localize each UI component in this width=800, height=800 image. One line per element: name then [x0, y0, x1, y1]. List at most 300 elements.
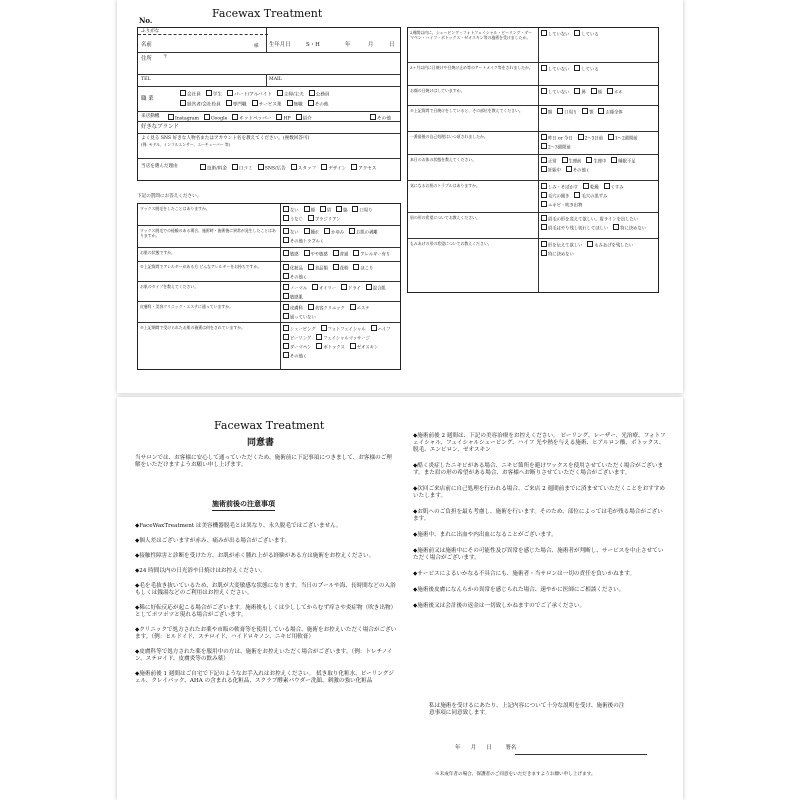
tel-label: TEL [141, 77, 151, 82]
checkbox[interactable] [304, 228, 310, 234]
consent-page [117, 397, 683, 800]
checkbox[interactable] [562, 157, 568, 163]
answer-option-label: 顎 [589, 110, 594, 116]
answer-option-label: 脇 [343, 208, 348, 214]
reason-options[interactable] [200, 164, 398, 172]
checkbox[interactable] [180, 90, 186, 96]
answer-option-label: 毛穴の黒ずみ [581, 194, 608, 200]
answer-option[interactable] [587, 241, 633, 250]
answer-option[interactable] [304, 228, 320, 237]
checkbox[interactable] [541, 134, 547, 140]
question-text: ※上記期間で受けられたお肌の施術は何をされていますか。 [140, 325, 246, 330]
checkbox[interactable] [168, 114, 174, 120]
left-notes [135, 523, 397, 693]
answer-option-label: しみ・そばかす [548, 185, 579, 191]
checkbox[interactable] [227, 90, 233, 96]
answer-option-label: 1〜2週間前 [614, 136, 638, 142]
checkbox[interactable] [283, 343, 289, 349]
caution-note: ◆施術前後 2 週間は、下記の美容治療をお控えください。 ピーリング、レーザー、光治療、フォトフェイシャル、フェイシャルシェービング、ハイフ 光や熱を与える施術、ヒアルロン酸、ボトックス、脱毛、エンビロン、ゼオスキン [413, 433, 666, 453]
question-text: 眉の形の希望についてお教えください。 [410, 215, 480, 220]
answer-option[interactable] [283, 264, 303, 273]
checkbox[interactable] [287, 100, 293, 106]
source-option-label: ホットペッパー [239, 116, 272, 122]
answer-options[interactable] [283, 206, 398, 224]
reason-option[interactable] [232, 164, 253, 172]
answer-options[interactable] [283, 325, 398, 361]
question-text: お肌の状態ですか。 [140, 250, 176, 255]
answer-option[interactable] [541, 88, 569, 97]
checkbox[interactable] [277, 90, 283, 96]
answer-option-label: 額 [548, 110, 553, 116]
checkbox[interactable] [283, 313, 289, 319]
checkbox[interactable] [598, 108, 604, 114]
answer-option[interactable] [541, 134, 573, 143]
answer-options[interactable] [541, 241, 656, 259]
answer-options[interactable] [541, 157, 656, 175]
answer-option[interactable] [574, 192, 607, 201]
question-row [408, 28, 658, 62]
question-row [408, 131, 658, 155]
reason-option-label: SNS/広告 [264, 166, 286, 172]
checkbox[interactable] [232, 164, 238, 170]
form-title: Facewax Treatment [212, 7, 323, 20]
checkbox[interactable] [252, 100, 258, 106]
checkbox[interactable] [351, 164, 357, 170]
answer-option[interactable] [283, 284, 307, 293]
checkbox[interactable] [607, 88, 613, 94]
answer-option[interactable] [283, 215, 303, 224]
answer-option-label: 敏感肌 [290, 295, 303, 301]
checkbox[interactable] [541, 192, 547, 198]
source-option-label: Instagram [175, 116, 199, 122]
answer-option[interactable] [541, 157, 557, 166]
answer-option[interactable] [541, 192, 569, 201]
occupation-option[interactable] [226, 100, 247, 108]
answer-option-label: ない [290, 230, 299, 236]
question-text: 2週間以内に、シェービング・フォトフェイシャル・ピーリング・ダーマペン・ハイフ・ボトックス・ゼオスキン等の施術を受けましたか。 [410, 30, 533, 40]
checkbox[interactable] [371, 325, 377, 331]
answer-option[interactable] [541, 201, 582, 210]
checkbox[interactable] [276, 114, 282, 120]
occupation-option-label: 公務員 [315, 92, 330, 98]
checkbox[interactable] [604, 183, 610, 189]
occupation-option[interactable] [227, 90, 272, 98]
checkbox[interactable] [541, 215, 547, 221]
checkbox[interactable] [541, 201, 547, 207]
brand-label: 好きなブランド [141, 124, 179, 130]
occupation-option[interactable] [206, 90, 222, 98]
answer-options[interactable] [541, 215, 656, 233]
answer-option[interactable] [574, 30, 598, 39]
answer-option-label: ボトックス [323, 345, 345, 351]
checkbox[interactable] [578, 134, 584, 140]
answer-option-label: やや敏感 [310, 252, 328, 258]
answer-option[interactable] [283, 334, 311, 343]
answer-option-label: 眉 [326, 208, 332, 214]
answer-option-label: 頬 [597, 90, 603, 96]
answer-option[interactable] [566, 166, 589, 175]
answer-option-label: ニキビ・吹き出物 [548, 203, 583, 209]
answer-option[interactable] [324, 228, 344, 237]
checkbox[interactable] [608, 134, 614, 140]
answer-option-label: 口周り [564, 110, 578, 116]
answer-option-label: その他 ( [290, 275, 306, 281]
checkbox[interactable] [232, 114, 238, 120]
answer-option[interactable] [350, 343, 378, 352]
checkbox[interactable] [296, 114, 302, 120]
reason-label: 当店を選んだ理由 [141, 164, 178, 169]
checkbox[interactable] [333, 250, 339, 256]
answer-option[interactable] [541, 183, 578, 192]
checkbox[interactable] [541, 183, 547, 189]
occupation-options-row2[interactable] [180, 100, 400, 108]
answer-option-label: 鼻 [581, 90, 586, 96]
answer-option[interactable] [352, 206, 372, 215]
answer-option[interactable] [541, 224, 608, 233]
answer-option[interactable] [613, 224, 646, 233]
answer-options[interactable] [283, 250, 398, 259]
answer-option[interactable] [541, 108, 552, 117]
reason-option[interactable] [321, 164, 346, 172]
answer-option-label: 敏感 [290, 252, 299, 258]
checkbox[interactable] [557, 108, 563, 114]
caution-note: ◆毛を毛抜き抜いているため、お肌が大変敏感な状態になります。当日のプールや海、長時間などの入浴もしくは銭湯などのご利用はお控えください。 [135, 582, 396, 596]
question-text: 3ヶ月以内に日焼けや日焼け止め等のアートメイク等をされましたか。 [410, 65, 533, 70]
question-text: 本日のお体の状態を教えてください。 [410, 157, 477, 162]
answer-option-label: 形を伝えて欲しい [548, 243, 583, 249]
checkbox[interactable] [366, 284, 372, 290]
occupation-option-label: 専門職 [232, 102, 247, 108]
answer-options[interactable] [541, 183, 656, 210]
answer-options[interactable] [541, 108, 656, 117]
answer-options[interactable] [541, 30, 656, 39]
checkbox[interactable] [574, 192, 580, 198]
checkbox[interactable] [321, 325, 327, 331]
checkbox[interactable] [341, 284, 347, 290]
occupation-option[interactable] [308, 100, 329, 108]
question-row [138, 322, 400, 370]
right-question-table [407, 27, 659, 293]
checkbox[interactable] [333, 264, 339, 270]
answer-option-label: 特に決めない [620, 226, 646, 232]
answer-option[interactable] [283, 228, 299, 237]
answer-option[interactable] [283, 250, 299, 259]
answer-option[interactable] [607, 88, 623, 97]
checkbox[interactable] [541, 143, 547, 149]
answer-option[interactable] [541, 166, 561, 175]
checkbox[interactable] [324, 228, 330, 234]
question-text: 気になるお肌のトラブルはありますか。 [410, 183, 480, 188]
checkbox[interactable] [283, 304, 289, 310]
checkbox[interactable] [541, 224, 547, 230]
answer-option[interactable] [371, 325, 391, 334]
checkbox[interactable] [349, 228, 355, 234]
answer-option[interactable] [316, 343, 344, 352]
answer-option-label: 生理中 [593, 159, 607, 165]
checkbox[interactable] [309, 90, 315, 96]
question-row [408, 62, 658, 86]
answer-option[interactable] [283, 237, 323, 246]
checkbox[interactable] [308, 215, 314, 221]
answer-option[interactable] [541, 30, 569, 39]
checkbox[interactable] [283, 325, 289, 331]
answer-option[interactable] [611, 157, 635, 166]
caution-note: ◆施術後皮膚になんらかの異常を感じられた場合、速やかに医師にご相談ください。 [413, 586, 625, 593]
source-other[interactable]: その他 [370, 114, 391, 122]
answer-option-label: もみあげを残したい [594, 243, 634, 249]
answer-option-label: 食品類 [314, 266, 328, 272]
source-option-label: Google [210, 116, 228, 122]
answer-option[interactable] [557, 108, 577, 117]
checkbox[interactable] [283, 206, 289, 212]
answer-option[interactable] [304, 206, 315, 215]
caution-note: ◆個人差はございますが赤み、痛みが出る場合がございます。 [135, 537, 291, 544]
checkbox[interactable] [283, 215, 289, 221]
answer-option[interactable] [308, 215, 341, 224]
source-option-label: 紹介 [302, 116, 312, 122]
answer-option[interactable] [316, 334, 370, 343]
answer-option[interactable] [283, 304, 303, 313]
answer-option[interactable] [283, 343, 311, 352]
answer-option[interactable] [562, 157, 582, 166]
checkbox[interactable] [312, 284, 318, 290]
checkbox[interactable] [283, 273, 289, 279]
answer-option-label: 腫れ [310, 230, 320, 236]
answer-option-label: かゆみ [331, 230, 345, 236]
answer-option[interactable] [578, 134, 603, 143]
checkbox[interactable] [541, 65, 547, 71]
answer-option[interactable] [308, 304, 345, 313]
answer-option[interactable] [582, 108, 593, 117]
answer-option-label: ダーマペン [290, 345, 312, 351]
answer-option-label: ブラジリアン [314, 217, 341, 223]
answer-option[interactable] [350, 304, 370, 313]
answer-option[interactable] [574, 65, 598, 74]
era-label: S・H [306, 42, 320, 48]
checkbox[interactable] [258, 164, 264, 170]
reason-option[interactable] [351, 164, 376, 172]
occupation-option[interactable] [180, 100, 221, 108]
answer-option-label: 毛穴の開き [548, 194, 570, 200]
occupation-option[interactable] [252, 100, 282, 108]
answer-option-label: していない [548, 90, 570, 96]
checkbox[interactable] [566, 166, 572, 172]
answer-option[interactable] [321, 325, 366, 334]
form-number-label: No. [139, 16, 153, 25]
checkbox[interactable] [283, 237, 289, 243]
answer-option[interactable] [353, 264, 373, 273]
answer-option[interactable] [604, 183, 624, 192]
answer-option-label: していない [548, 32, 570, 38]
checkbox[interactable] [308, 100, 314, 106]
checkbox[interactable] [283, 228, 289, 234]
answer-option-label: 顔 [310, 208, 315, 214]
checkbox[interactable] [353, 250, 359, 256]
occupation-option[interactable] [309, 90, 330, 98]
checkbox[interactable] [291, 164, 297, 170]
answer-option[interactable] [333, 250, 349, 259]
checkbox[interactable] [352, 206, 358, 212]
answer-option[interactable] [366, 284, 386, 293]
caution-note: ◆施術前後 1 週間はご自宅で下記のようなお手入れはお控えください。 拭き取り化粧水、ピーリングジェル、クレイパック、AHA の含まれる化粧品、スクラブ酵素パウダー洗顔、刺激の強い化粧品 [135, 670, 394, 684]
answer-option-label: ホホ [614, 90, 623, 96]
caution-note: ◆接触性障害と診断を受けた方、お肌が赤く腫れ上がる経験がある方は施術をお控えください。 [135, 552, 375, 559]
counseling-form-page [117, 0, 683, 393]
answer-option-label: 妊娠中 [548, 168, 561, 174]
checkbox[interactable] [283, 284, 289, 290]
checkbox[interactable] [582, 108, 588, 114]
checkbox[interactable] [180, 100, 186, 106]
answer-options[interactable] [541, 65, 656, 74]
answer-option-label: ハイフ [377, 327, 391, 333]
answer-option[interactable] [333, 264, 349, 273]
checkbox[interactable] [304, 250, 310, 256]
answer-option-label: 化粧品 [290, 266, 303, 272]
answer-option[interactable] [320, 206, 331, 215]
question-row [408, 238, 658, 293]
occupation-option-label: 無職 [293, 102, 303, 108]
checkbox[interactable] [226, 100, 232, 106]
checkbox[interactable] [591, 88, 597, 94]
answer-options[interactable] [541, 134, 656, 152]
checkbox[interactable] [613, 224, 619, 230]
answer-option-label: 皮膚科 [290, 306, 303, 312]
checkbox[interactable] [541, 241, 547, 247]
checkbox[interactable] [308, 304, 314, 310]
answer-option-label: ノーマル [290, 286, 308, 292]
checkbox[interactable] [586, 157, 592, 163]
checkbox[interactable] [541, 88, 547, 94]
question-text: もみあげの形の希望についてお教えください。 [410, 241, 492, 246]
answer-options[interactable] [283, 264, 398, 282]
occupation-option[interactable] [180, 90, 201, 98]
answer-option-label: している [581, 32, 599, 38]
reason-option[interactable] [200, 164, 227, 172]
checkbox[interactable] [321, 164, 327, 170]
checkbox[interactable] [574, 65, 580, 71]
occupation-option-label: 経営者/会社役員 [187, 102, 221, 108]
answer-option[interactable] [541, 241, 582, 250]
answer-option-label: アレルギー有り [360, 252, 391, 258]
occupation-option[interactable] [287, 100, 303, 108]
checkbox[interactable] [316, 343, 322, 349]
question-row [138, 247, 400, 262]
answer-option[interactable] [586, 157, 606, 166]
occupation-option[interactable] [277, 90, 304, 98]
answer-option[interactable] [312, 284, 336, 293]
furigana-label: ふりがな [141, 29, 160, 34]
answer-options[interactable] [541, 88, 656, 97]
answer-option[interactable] [283, 313, 316, 322]
checkbox[interactable] [541, 108, 547, 114]
checkbox[interactable] [541, 30, 547, 36]
answer-option[interactable] [336, 206, 347, 215]
answer-option[interactable] [608, 134, 638, 143]
checkbox[interactable] [353, 264, 359, 270]
answer-option[interactable] [283, 206, 299, 215]
checkbox[interactable] [204, 114, 210, 120]
source-label: 来店動機 [141, 114, 160, 119]
checkbox[interactable] [283, 334, 289, 340]
answer-option-label: 口周り [359, 208, 373, 214]
checkbox[interactable] [320, 206, 326, 212]
checkbox[interactable] [308, 264, 314, 270]
reason-option-label: アクセス [358, 166, 377, 172]
checkbox[interactable] [336, 206, 342, 212]
reason-option[interactable] [258, 164, 286, 172]
checkbox[interactable] [611, 157, 617, 163]
checkbox[interactable] [200, 164, 206, 170]
checkbox[interactable] [583, 183, 589, 189]
answer-option-label: ない [290, 208, 299, 214]
question-text: 一番最後の自己処理はいつ頃されましたか。 [410, 134, 488, 139]
agree-text: 私は施術を受けるにあたり、上記内容について十分な説明を受け、施術後の注意事項に同意致します。 [429, 703, 625, 716]
answer-option[interactable] [304, 250, 328, 259]
answer-option[interactable] [353, 250, 390, 259]
checkbox[interactable] [350, 343, 356, 349]
month-label: 月 [368, 42, 374, 48]
checkbox[interactable] [283, 293, 289, 299]
checkbox[interactable] [541, 166, 547, 172]
answer-option-label: シェービング [290, 327, 316, 333]
answer-option[interactable] [341, 284, 361, 293]
answer-option[interactable] [349, 228, 377, 237]
answer-option[interactable] [541, 250, 574, 259]
answer-option-label: ドライ [348, 286, 361, 292]
checkbox[interactable] [283, 250, 289, 256]
answer-option[interactable] [541, 215, 638, 224]
checkbox[interactable] [541, 157, 547, 163]
address-label: 住所 [141, 56, 152, 62]
consent-intro: 当サロンでは、お客様に安心して通っていただくため、施術前に下記事項につきまして、お客様のご理解をいただけますようお願い申し上げます。 [135, 455, 392, 468]
caution-note: ◆施術後又は会計後の返金は一切致しかねますのでご了承ください。 [413, 602, 586, 609]
checkbox[interactable] [304, 206, 310, 212]
answer-option[interactable] [283, 325, 316, 334]
answer-option-label: その他 ( [572, 168, 589, 174]
checkbox[interactable] [316, 334, 322, 340]
answer-options[interactable] [283, 304, 398, 322]
checkbox[interactable] [206, 90, 212, 96]
answer-option-label: ほこり [360, 266, 374, 272]
occupation-options-row1[interactable] [180, 90, 400, 98]
answer-option[interactable] [541, 143, 571, 152]
date-line[interactable]: 年 月 日 署名 [455, 745, 517, 751]
checkbox[interactable] [574, 88, 580, 94]
answer-option[interactable] [541, 65, 569, 74]
checkbox[interactable] [283, 352, 289, 358]
answer-options[interactable] [283, 228, 398, 246]
answer-option[interactable] [598, 108, 622, 117]
checkbox[interactable] [350, 304, 356, 310]
caution-note: ◆24 時間以内の日光浴や日焼けはお控えください。 [135, 567, 266, 574]
postal-mark: 〒 [163, 55, 168, 60]
checkbox[interactable] [574, 30, 580, 36]
reason-option[interactable] [291, 164, 316, 172]
question-text: ワックス脱毛での経験のある場合、施術時・施術後に異常が発生したことはありますか。 [140, 228, 276, 238]
checkbox[interactable] [541, 250, 547, 256]
answer-option[interactable] [283, 352, 306, 361]
checkbox[interactable] [587, 241, 593, 247]
answer-option-label: 眉毛はやり残し切れしてほしい [548, 226, 609, 232]
answer-option[interactable] [308, 264, 328, 273]
answer-option[interactable] [583, 183, 599, 192]
answer-option-label: 普通 [339, 252, 349, 258]
name-label: 名前 [141, 42, 152, 48]
answer-options[interactable] [283, 284, 398, 302]
checkbox[interactable] [283, 264, 289, 270]
answer-option[interactable] [591, 88, 602, 97]
answer-option[interactable] [574, 88, 585, 97]
